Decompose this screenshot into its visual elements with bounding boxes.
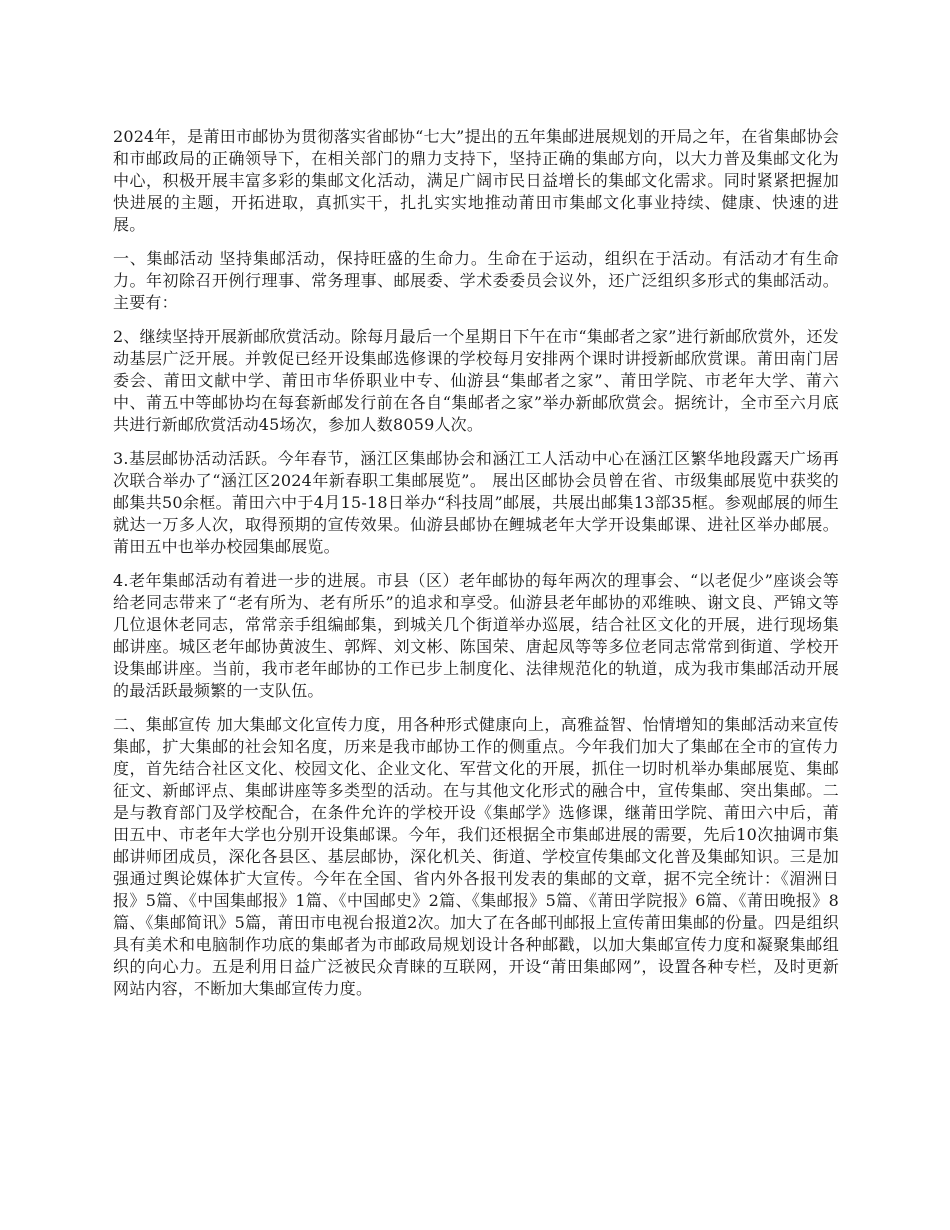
paragraph-intro: 2024年，是莆田市邮协为贯彻落实省邮协“七大”提出的五年集邮进展规划的开局之年，在省集邮协会和市邮政局的正确领导下，在相关部门的鼎力支持下，坚持正确的集邮方向，以大力普及集邮文化为中心，积极开展丰富多彩的集邮文化活动，满足广阔市民日益增长的集邮文化需求。同时紧紧把握加快进展的主题，开拓进取，真抓实干，扎扎实实地推动莆田市集邮文化事业持续、健康、快速的进展。 xyxy=(113,127,839,234)
paragraph-senior-activities: 4.老年集邮活动有着进一步的进展。市县（区）老年邮协的每年两次的理事会、“以老促少”座谈会等给老同志带来了“老有所为、老有所乐”的追求和享受。仙游县老年邮协的邓维映、谢文良、严锦文等几位退休老同志，常常亲手组编邮集，到城关几个街道举办巡展，结合社区文化的开展，进行现场集邮讲座。城区老年邮协黄波生、郭辉、刘文彬、陈国荣、唐起凤等等多位老同志常常到街道、学校开设集邮讲座。当前，我市老年邮协的工作已步上制度化、法律规范化的轨道，成为我市集邮活动开展的最活跃最频繁的一支队伍。 xyxy=(113,571,839,700)
paragraph-grassroots-activities: 3.基层邮协活动活跃。今年春节，涵江区集邮协会和涵江工人活动中心在涵江区繁华地段露天广场再次联合举办了“涵江区2024年新春职工集邮展览”。 展出区邮协会员曾在省、市级集邮展览中获奖的邮集共50余框。莆田六中于4月15-18日举办“科技周”邮展，共展出邮集13部35框。参观邮展的师生就达一万多人次，取得预期的宣传效果。仙游县邮协在鲤城老年大学开设集邮课、进社区举办邮展。莆田五中也举办校园集邮展览。 xyxy=(113,449,839,556)
paragraph-section-activities: 一、集邮活动 坚持集邮活动，保持旺盛的生命力。生命在于运动，组织在于活动。有活动才有生命力。年初除召开例行理事、常务理事、邮展委、学术委委员会议外，还广泛组织多形式的集邮活动。主要有： xyxy=(113,249,839,312)
document-page xyxy=(113,126,839,1012)
paragraph-section-publicity: 二、集邮宣传 加大集邮文化宣传力度，用各种形式健康向上，高雅益智、怡情增知的集邮活动来宣传集邮，扩大集邮的社会知名度，历来是我市邮协工作的侧重点。今年我们加大了集邮在全市的宣传力度，首先结合社区文化、校园文化、企业文化、军营文化的开展，抓住一切时机举办集邮展览、集邮征文、新邮评点、集邮讲座等多类型的活动。在与其他文化形式的融合中，宣传集邮、突出集邮。二是与教育部门及学校配合，在条件允许的学校开设《集邮学》选修课，继莆田学院、莆田六中后，莆田五中、市老年大学也分别开设集邮课。今年，我们还根据全市集邮进展的需要，先后10次抽调市集邮讲师团成员，深化各县区、基层邮协，深化机关、街道、学校宣传集邮文化普及集邮知识。三是加强通过舆论媒体扩大宣传。今年在全国、省内外各报刊发表的集邮的文章，据不完全统计：《湄洲日报》5篇、《中国集邮报》1篇、《中国邮史》2篇、《集邮报》5篇、《莆田学院报》6篇、《莆田晚报》8篇、《集邮简讯》5篇，莆田市电视台报道2次。加大了在各邮刊邮报上宣传莆田集邮的份量。四是组织具有美术和电脑制作功底的集邮者为市邮政局规划设计各种邮戳，以加大集邮宣传力度和凝聚集邮组织的向心力。五是利用日益广泛被民众青睐的互联网，开设“莆田集邮网”，设置各种专栏，及时更新网站内容，不断加大集邮宣传力度。 xyxy=(113,715,839,998)
paragraph-new-stamp-appreciation: 2、继续坚持开展新邮欣赏活动。除每月最后一个星期日下午在市“集邮者之家”进行新邮欣赏外，还发动基层广泛开展。并敦促已经开设集邮选修课的学校每月安排两个课时讲授新邮欣赏课。莆田南门居委会、莆田文献中学、莆田市华侨职业中专、仙游县“集邮者之家”、莆田学院、市老年大学、莆六中、莆五中等邮协均在每套新邮发行前在各自“集邮者之家”举办新邮欣赏会。据统计，全市至六月底共进行新邮欣赏活动45场次，参加人数8059人次。 xyxy=(113,327,839,434)
